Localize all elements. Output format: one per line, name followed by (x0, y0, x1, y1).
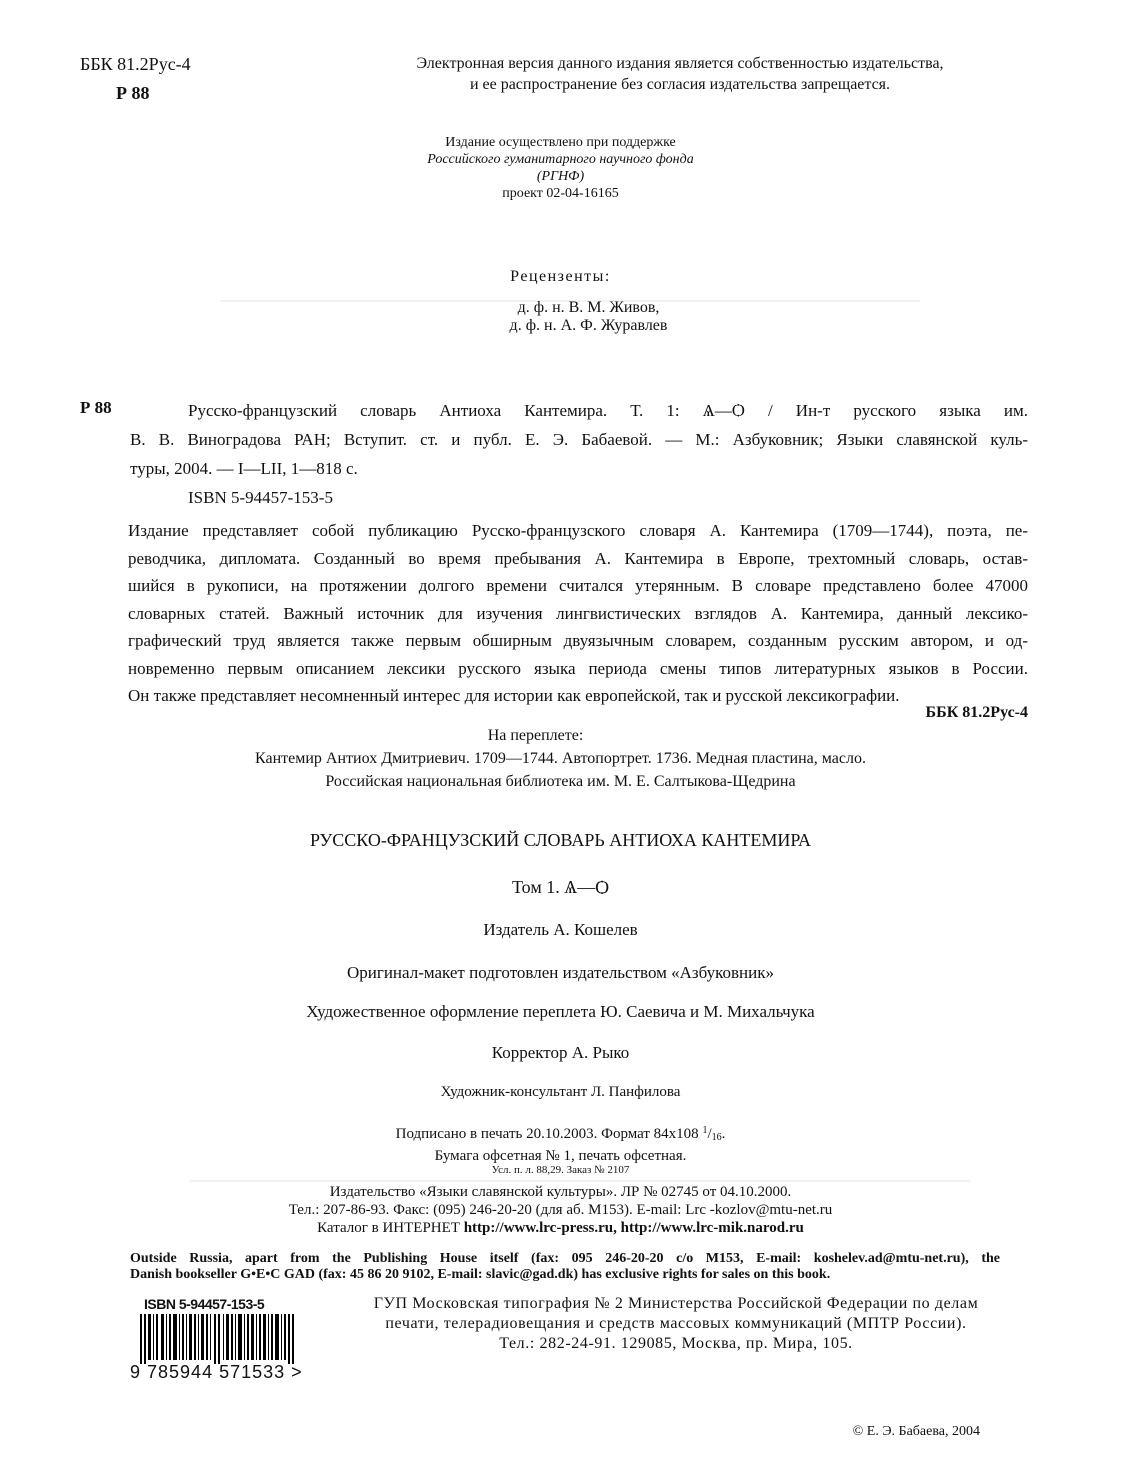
format-denominator: 16 (711, 1132, 722, 1143)
citation-mark: Р 88 (80, 398, 112, 417)
printer-line: печати, телерадиовещания и средств массовых коммуникаций (МПТР России). (385, 1315, 967, 1332)
outside-line: Danish bookseller G•E•C GAD (fax: 45 86 20 9102, E-mail: slavic@gad.dk) has exclusive rights for sales on this book. (130, 1267, 831, 1282)
abstract-bbk-code: ББК 81.2Рус-4 (925, 704, 1028, 721)
printer-line: Тел.: 282-24-91. 129085, Москва, пр. Мира, 105. (499, 1335, 853, 1352)
abstract-line: новременно первым описанием лексики русского языка периода смены типов литературных языков в России. (128, 658, 1028, 678)
order-details: Усл. п. л. 88,29. Заказ № 2107 (491, 1164, 630, 1176)
signed-line: Подписано в печать 20.10.2003. Формат 84х108 $^1/_{16}$. (395, 1125, 726, 1143)
volume-title: Том 1. Ѧ—Ѻ (512, 877, 609, 897)
citation-line: туры, 2004. — I—LII, 1—818 с. (130, 459, 358, 478)
isbn-barcode (130, 1296, 330, 1386)
abstract-line: Издание представляет собой публикацию Русско-французского словаря А. Кантемира (1709—1744), поэта, пе- (128, 521, 1028, 540)
barcode-digits: 9 785944 571533 > (130, 1362, 303, 1382)
corrector-credit: Корректор А. Рыко (491, 1043, 630, 1062)
signed-text: Подписано в печать 20.10.2003. Формат 84х108 (395, 1126, 703, 1142)
support-line: Издание осуществлено при поддержке (445, 135, 676, 150)
grant-support (0, 134, 1121, 202)
abstract-line: шийся в рукописи, на протяжении долгого времени считался утерянным. В словаре представлено более 47000 (128, 576, 1028, 595)
catalog-label: Каталог в ИНТЕРНЕТ (317, 1220, 464, 1236)
reviewer-name: д. ф. н. В. М. Живов, (517, 299, 660, 316)
support-project: проект 02-04-16165 (502, 186, 619, 201)
catalog-line (0, 1219, 1121, 1237)
binding-title: На переплете: (487, 727, 584, 744)
publisher: Издатель А. Кошелев (483, 920, 638, 939)
book-title: РУССКО-ФРАНЦУЗСКИЙ СЛОВАРЬ АНТИОХА КАНТЕМИРА (309, 830, 812, 850)
barcode-bars (140, 1314, 308, 1364)
design-credit: Художественное оформление переплета Ю. Саевича и М. Михальчука (306, 1002, 815, 1021)
binding-line: Российская национальная библиотека им. М. Е. Салтыкова-Щедрина (325, 773, 796, 790)
abstract-line: словарных статей. Важный источник для изучения лингвистических взглядов А. Кантемира, данный лексико- (128, 603, 1028, 623)
print-details (0, 1121, 1121, 1166)
abstract-paragraph (128, 517, 1028, 710)
imprint-line: Издательство «Языки славянской культуры». ЛР № 02745 от 04.10.2000. (329, 1184, 792, 1200)
reviewers-heading: Рецензенты: (510, 268, 611, 285)
binding-note (0, 724, 1121, 793)
support-fund: Российского гуманитарного научного фонда (427, 152, 694, 167)
isbn-number: ISBN 5-94457-153-5 (188, 488, 333, 507)
reviewers-list (0, 299, 1121, 335)
layout-credit: Оригинал-макет подготовлен издательством «Азбуковник» (346, 963, 774, 982)
distribution-notice (130, 1251, 1000, 1283)
bbk-classification (80, 53, 191, 104)
abstract-line: графический труд является также первым обширным двуязычным словарем, созданным русским автором, и од- (128, 631, 1028, 650)
imprint-contacts: Тел.: 207-86-93. Факс: (095) 246-20-20 (для аб. М153). E-mail: Lrc -kozlov@mtu-net.ru (288, 1202, 833, 1218)
format-numerator: 1 (702, 1125, 708, 1136)
publisher-imprint (0, 1183, 1121, 1237)
consultant-credit: Художник-консультант Л. Панфилова (440, 1084, 681, 1100)
binding-line: Кантемир Антиох Дмитриевич. 1709—1744. Автопортрет. 1736. Медная пластина, масло. (255, 750, 866, 767)
catalog-urls: http://www.lrc-press.ru, http://www.lrc-mik.narod.ru (463, 1220, 804, 1236)
support-abbr: (РГНФ) (536, 169, 585, 184)
paper-line: Бумага офсетная № 1, печать офсетная. (434, 1148, 687, 1164)
outside-line: Outside Russia, apart from the Publishing House itself (fax: 095 246-20-20 c/o M153, E-mail: koshelev.ad@mtu-net.ru), the (130, 1251, 1000, 1266)
abstract-line: Он также представляет несомненный интерес для истории как европейской, так и русской лексикографии. (128, 686, 900, 705)
barcode-isbn-text: ISBN 5-94457-153-5 (144, 1296, 265, 1312)
copyright-line: © Е. Э. Бабаева, 2004 (852, 1424, 980, 1439)
printer-info (326, 1294, 1026, 1354)
printer-line: ГУП Московская типография № 2 Министерства Российской Федерации по делам (373, 1295, 979, 1312)
abstract-line: реводчика, дипломата. Созданный во время пребывания А. Кантемира в Европе, трехтомный словарь, остав- (128, 548, 1028, 568)
notice-line: Электронная версия данного издания является собственностью издательства, (416, 55, 944, 72)
author-mark: Р 88 (116, 83, 150, 103)
bibliographic-citation (130, 396, 1028, 483)
reviewer-name: д. ф. н. А. Ф. Журавлев (509, 317, 668, 334)
citation-line: В. В. Виноградова РАН; Вступит. ст. и публ. Е. Э. Бабаевой. — М.: Азбуковник; Языки славянской куль- (130, 430, 1028, 449)
notice-line: и ее распространение без согласия издательства запрещается. (469, 76, 891, 93)
citation-line: Русско-французский словарь Антиоха Кантемира. Т. 1: Ѧ—Ѻ / Ин-т русского языка им. (188, 401, 1028, 420)
copyright-notice (330, 53, 1030, 95)
bbk-code: ББК 81.2Рус-4 (80, 54, 191, 74)
